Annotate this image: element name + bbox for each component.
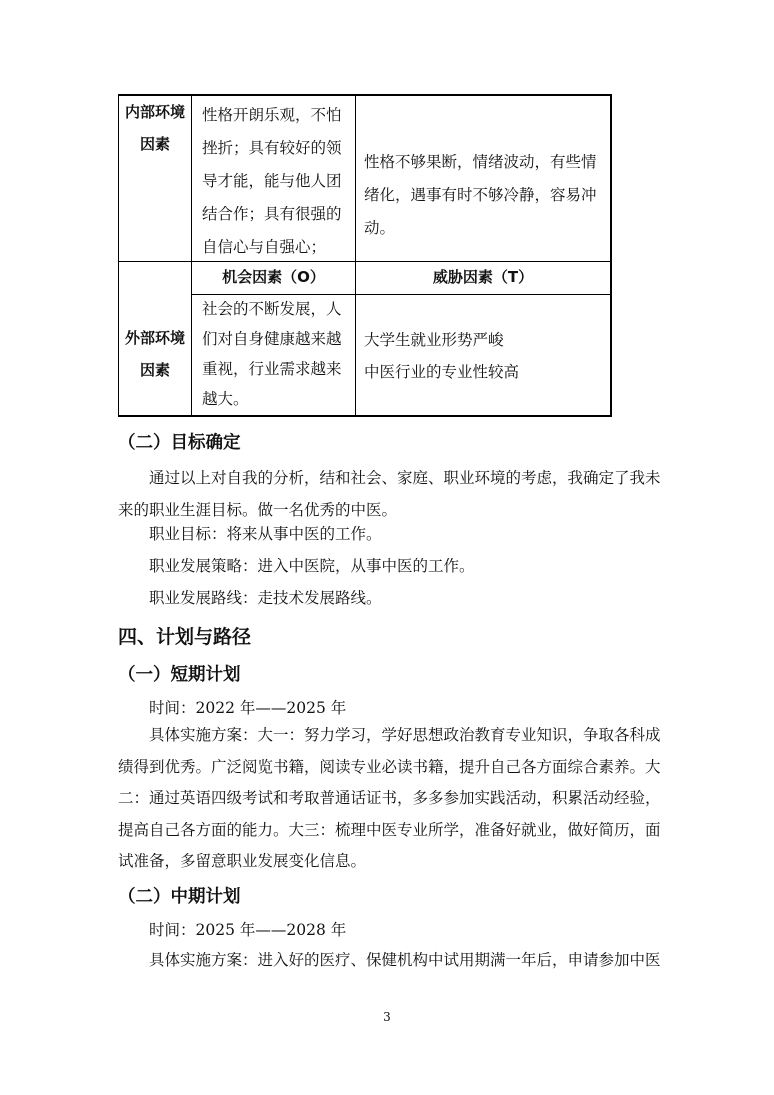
opportunities-cell: 社会的不断发展，人们对自身健康越来越重视，行业需求越来越大。 <box>202 300 342 408</box>
swot-table <box>118 94 612 417</box>
career-route: 职业发展路线：走技术发展路线。 <box>149 589 382 607</box>
threats-line-1: 大学生就业形势严峻 <box>364 331 504 349</box>
plan-heading: 四、计划与路径 <box>118 626 252 648</box>
goal-intro: 通过以上对自我的分析，结和社会、家庭、职业环境的考虑，我确定了我未来的职业生涯目标。做一名优秀的中医。 <box>118 469 661 519</box>
external-factors-label: 外部环境因素 <box>124 329 185 379</box>
short-term-heading: （一）短期计划 <box>118 665 241 685</box>
career-strategy: 职业发展策略：进入中医院，从事中医的工作。 <box>149 557 475 575</box>
opportunities-header: 机会因素（O） <box>222 268 325 286</box>
threats-header: 威胁因素（T） <box>432 268 534 286</box>
mid-term-heading: （二）中期计划 <box>118 887 241 907</box>
strengths-cell: 性格开朗乐观，不怕挫折；具有较好的领导才能，能与他人团结合作；具有很强的自信心与自强心； <box>202 106 342 256</box>
mid-term-details: 具体实施方案：进入好的医疗、保健机构中试用期满一年后，申请参加中医 <box>149 951 661 969</box>
threats-line-2: 中医行业的专业性较高 <box>364 363 520 381</box>
internal-factors-label: 内部环境因素 <box>124 103 185 153</box>
short-term-details: 具体实施方案：大一：努力学习，学好思想政治教育专业知识，争取各科成绩得到优秀。广泛阅览书籍，阅读专业必读书籍，提升自己各方面综合素养。大二：通过英语四级考试和考取普通话证书，多多参加实践活动，积累活动经验，提高自己各方面的能力。大三：梳理中医专业所学，准备好就业，做好简历，面试准备，多留意职业发展变化信息。 <box>118 726 661 870</box>
career-goal: 职业目标：将来从事中医的工作。 <box>149 525 382 543</box>
weaknesses-cell: 性格不够果断，情绪波动，有些情绪化，遇事有时不够冷静，容易冲动。 <box>364 153 597 237</box>
page-number: 3 <box>383 1010 391 1024</box>
mid-term-time: 时间：2025 年——2028 年 <box>149 921 347 939</box>
goal-heading: （二）目标确定 <box>118 433 241 453</box>
short-term-time: 时间：2022 年——2025 年 <box>149 699 347 717</box>
